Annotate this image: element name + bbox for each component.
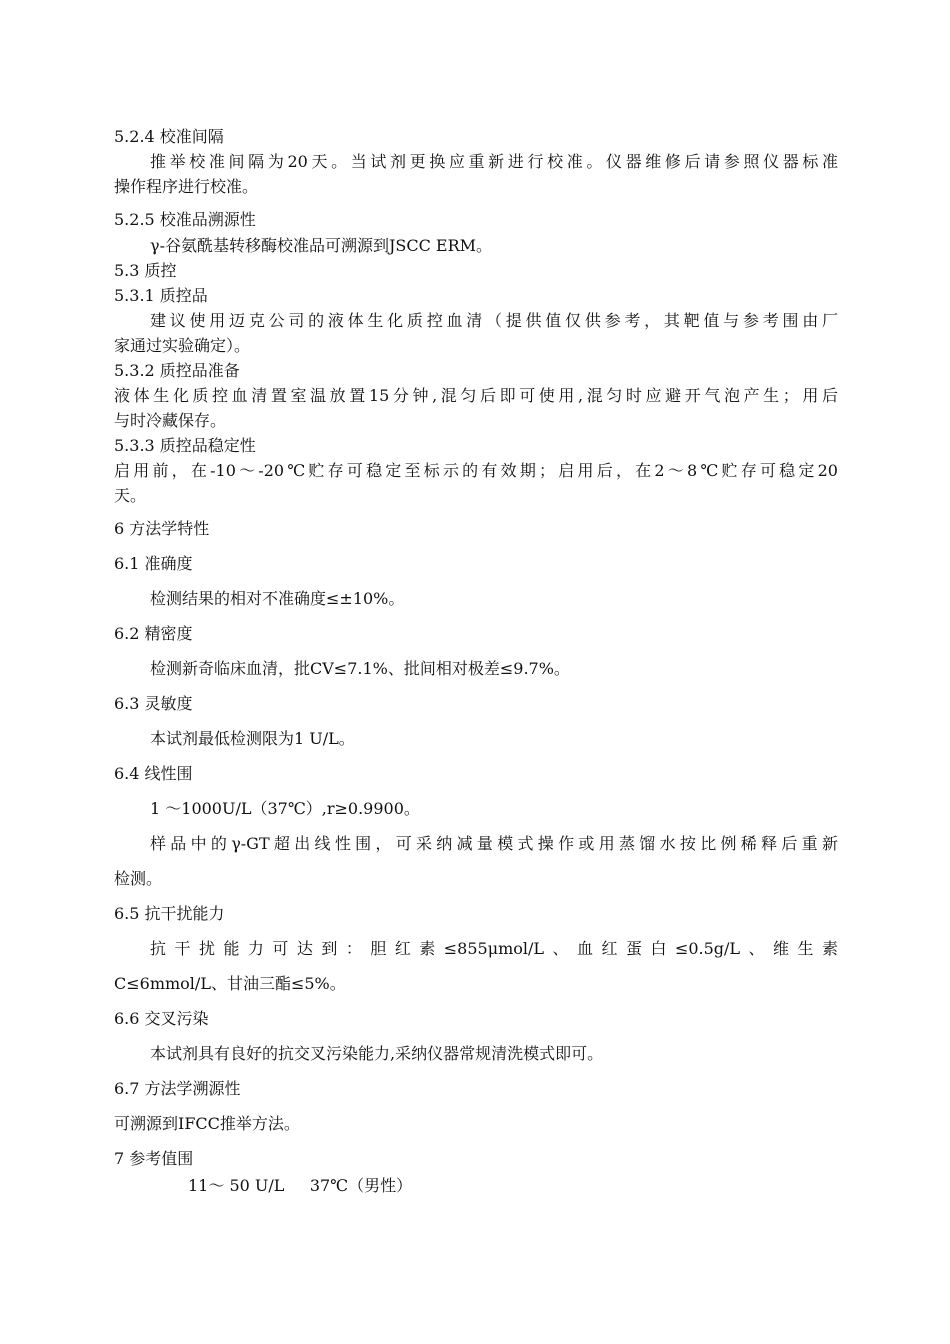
heading-6-2: 6.2 精密度 (114, 624, 193, 643)
heading-6-7: 6.7 方法学溯源性 (114, 1079, 241, 1098)
heading-6-1: 6.1 准确度 (114, 554, 193, 573)
heading-6-4: 6.4 线性围 (114, 764, 193, 783)
paragraph-line: 检测新奇临床血清，批CV≤7.1%、批间相对极差≤9.7%。 (150, 659, 570, 678)
paragraph-line: 1 ～1000U/L（37℃）,r≥0.9900。 (150, 799, 420, 818)
heading-5-2-4: 5.2.4 校准间隔 (114, 127, 224, 146)
heading-6-5: 6.5 抗干扰能力 (114, 904, 225, 923)
heading-6-3: 6.3 灵敏度 (114, 694, 193, 713)
paragraph-line: 推举校准间隔为20天。当试剂更换应重新进行校准。仪器维修后请参照仪器标准 (150, 152, 838, 171)
heading-5-3-3: 5.3.3 质控品稳定性 (114, 436, 256, 455)
paragraph-line: 样品中的γ-GT超出线性围，可采纳减量模式操作或用蒸馏水按比例稀释后重新 (150, 834, 838, 853)
reference-value-line: 11～ 50 U/L 37℃（男性） (188, 1176, 413, 1195)
heading-5-3-2: 5.3.2 质控品准备 (114, 361, 240, 380)
paragraph-line: 可溯源到IFCC推举方法。 (114, 1114, 300, 1133)
heading-7: 7 参考值围 (114, 1149, 194, 1168)
heading-5-3-1: 5.3.1 质控品 (114, 286, 208, 305)
paragraph-line: 检测结果的相对不准确度≤±10%。 (150, 589, 405, 608)
paragraph-line: C≤6mmol/L、甘油三酯≤5%。 (114, 974, 346, 993)
paragraph-line: 抗干扰能力可达到：胆红素≤855μmol/L、血红蛋白≤0.5g/L、维生素 (150, 939, 838, 958)
paragraph-line: 本试剂最低检测限为1 U/L。 (150, 729, 355, 748)
heading-6: 6 方法学特性 (114, 519, 210, 538)
paragraph-line: 本试剂具有良好的抗交叉污染能力,采纳仪器常规清洗模式即可。 (150, 1044, 604, 1063)
paragraph-line: γ-谷氨酰基转移酶校准品可溯源到JSCC ERM。 (150, 236, 493, 255)
paragraph-line: 操作程序进行校准。 (114, 177, 259, 196)
paragraph-line: 检测。 (114, 869, 163, 888)
paragraph-line: 建议使用迈克公司的液体生化质控血清（提供值仅供参考，其靶值与参考围由厂 (150, 311, 838, 330)
paragraph-line: 天。 (114, 486, 147, 505)
paragraph-line: 启用前，在-10～-20℃贮存可稳定至标示的有效期；启用后，在2～8℃贮存可稳定20 (114, 461, 838, 480)
heading-5-2-5: 5.2.5 校准品溯源性 (114, 210, 256, 229)
heading-6-6: 6.6 交叉污染 (114, 1009, 209, 1028)
paragraph-line: 与时冷藏保存。 (114, 411, 227, 430)
paragraph-line: 液体生化质控血清置室温放置15分钟,混匀后即可使用,混匀时应避开气泡产生；用后 (114, 386, 838, 405)
paragraph-line: 家通过实验确定）。 (114, 336, 251, 355)
heading-5-3: 5.3 质控 (114, 261, 177, 280)
